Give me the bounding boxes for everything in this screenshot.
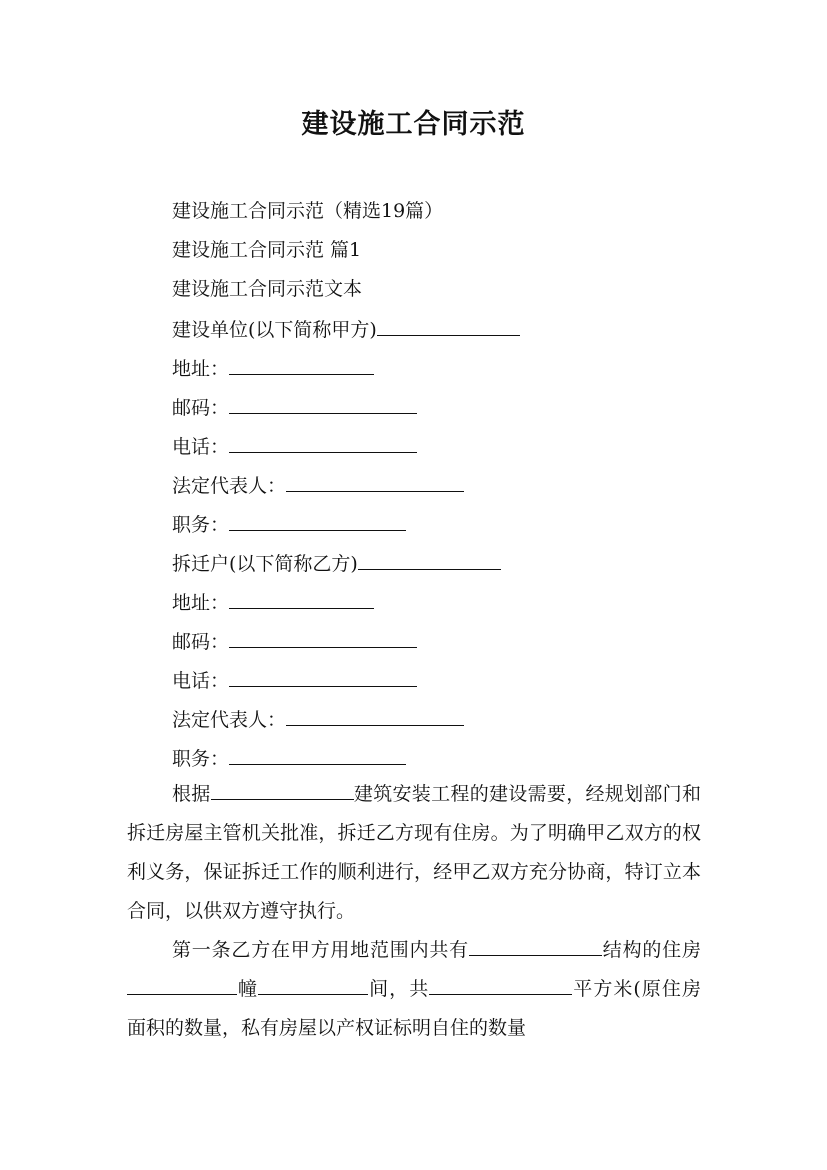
doc-subtitle: 建设施工合同示范（精选19篇） bbox=[172, 200, 444, 222]
party-b-postcode-line: 邮码： bbox=[172, 627, 417, 653]
room-count-blank[interactable] bbox=[258, 974, 368, 995]
party-a-address-blank[interactable] bbox=[229, 354, 374, 375]
body-paragraph-2: 第一条乙方在甲方用地范围内共有 结构的住房幢 间，共 平方米(原住房面积的数量，私有房屋以产权证标明自住的数量 bbox=[127, 931, 701, 1048]
party-b-line: 拆迁户(以下简称乙方) bbox=[172, 549, 501, 575]
party-a-rep-blank[interactable] bbox=[286, 471, 464, 492]
party-a-blank[interactable] bbox=[377, 315, 520, 336]
party-a-address-line: 地址： bbox=[172, 354, 374, 380]
party-a-postcode-line: 邮码： bbox=[172, 393, 417, 419]
project-name-blank[interactable] bbox=[211, 779, 354, 800]
party-b-address-blank[interactable] bbox=[229, 588, 374, 609]
party-b-title-blank[interactable] bbox=[229, 744, 406, 765]
party-a-title-blank[interactable] bbox=[229, 510, 406, 531]
party-b-postcode-blank[interactable] bbox=[229, 627, 417, 648]
party-a-title-line: 职务： bbox=[172, 510, 406, 536]
party-b-phone-blank[interactable] bbox=[229, 666, 417, 687]
party-b-rep-line: 法定代表人： bbox=[172, 705, 464, 731]
section-subheading: 建设施工合同示范文本 bbox=[172, 278, 363, 300]
page-title: 建设施工合同示范 bbox=[301, 109, 526, 140]
party-b-blank[interactable] bbox=[358, 549, 501, 570]
party-a-phone-blank[interactable] bbox=[229, 432, 417, 453]
building-count-blank[interactable] bbox=[127, 974, 237, 995]
area-blank[interactable] bbox=[429, 974, 572, 995]
party-a-line: 建设单位(以下简称甲方) bbox=[172, 315, 520, 341]
party-b-address-line: 地址： bbox=[172, 588, 374, 614]
party-b-rep-blank[interactable] bbox=[286, 705, 464, 726]
party-a-postcode-blank[interactable] bbox=[229, 393, 417, 414]
body-paragraph-1: 根据 建筑安装工程的建设需要，经规划部门和拆迁房屋主管机关批准，拆迁乙方现有住房。为了明确甲乙双方的权利义务，保证拆迁工作的顺利进行，经甲乙双方充分协商，特订立本合同，以供双方遵守执行。 bbox=[127, 775, 701, 931]
party-b-title-line: 职务： bbox=[172, 744, 406, 770]
section-heading: 建设施工合同示范 篇1 bbox=[172, 239, 362, 261]
party-a-rep-line: 法定代表人： bbox=[172, 471, 464, 497]
party-b-phone-line: 电话： bbox=[172, 666, 417, 692]
structure-blank[interactable] bbox=[469, 935, 602, 956]
party-a-phone-line: 电话： bbox=[172, 432, 417, 458]
